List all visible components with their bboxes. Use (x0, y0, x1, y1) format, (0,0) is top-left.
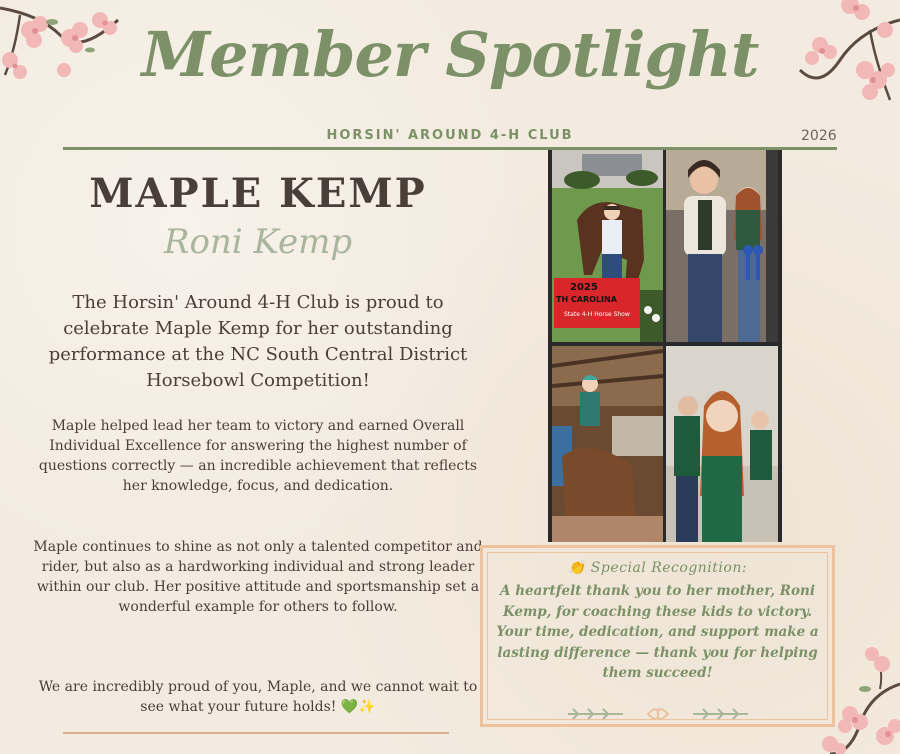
special-recognition-box (480, 545, 835, 727)
year-label: 2026 (801, 128, 837, 144)
banner-state: TH CAROLINA (556, 295, 617, 304)
member-name: MAPLE KEMP (89, 170, 427, 217)
photo-collage (548, 150, 782, 542)
photo-team-member (666, 346, 778, 542)
recognition-title: 👏 Special Recognition: (567, 560, 748, 576)
footer-divider (63, 732, 449, 734)
closing-paragraph: We are incredibly proud of you, Maple, and we cannot wait to see what your future holds! 💚✨ (38, 679, 478, 715)
member-subname: Roni Kemp (163, 222, 353, 262)
lead-paragraph: The Horsin' Around 4-H Club is proud to celebrate Maple Kemp for her outstanding performance at the NC South Central District Horsebowl Competition! (48, 292, 468, 391)
page-title: Member Spotlight (141, 18, 759, 91)
achievement-paragraph: Maple helped lead her team to victory and earned Overall Individual Excellence for answering the highest number of questions correctly — an incredible achievement that reflects her knowledge, focus, and dedication. (38, 418, 478, 494)
photo-rider-with-horse (552, 150, 663, 342)
ornament-divider (563, 704, 753, 724)
recognition-text: A heartfelt thank you to her mother, Roni Kemp, for coaching these kids to victory. Your time, dedication, and support make a lasting difference — thank you for helping them succeed! (496, 583, 819, 681)
photo-mother-and-daughter (666, 150, 778, 342)
banner-year: 2025 (570, 282, 598, 293)
photo-rider-in-arena (552, 346, 663, 542)
banner-subtitle: State 4-H Horse Show (564, 311, 630, 318)
club-name: HORSIN' AROUND 4-H CLUB (326, 128, 574, 143)
leadership-paragraph: Maple continues to shine as not only a talented competitor and rider, but also as a hardworking individual and strong leader within our club. Her positive attitude and sportsmanship set a wonderful example for others to follow. (33, 539, 483, 615)
